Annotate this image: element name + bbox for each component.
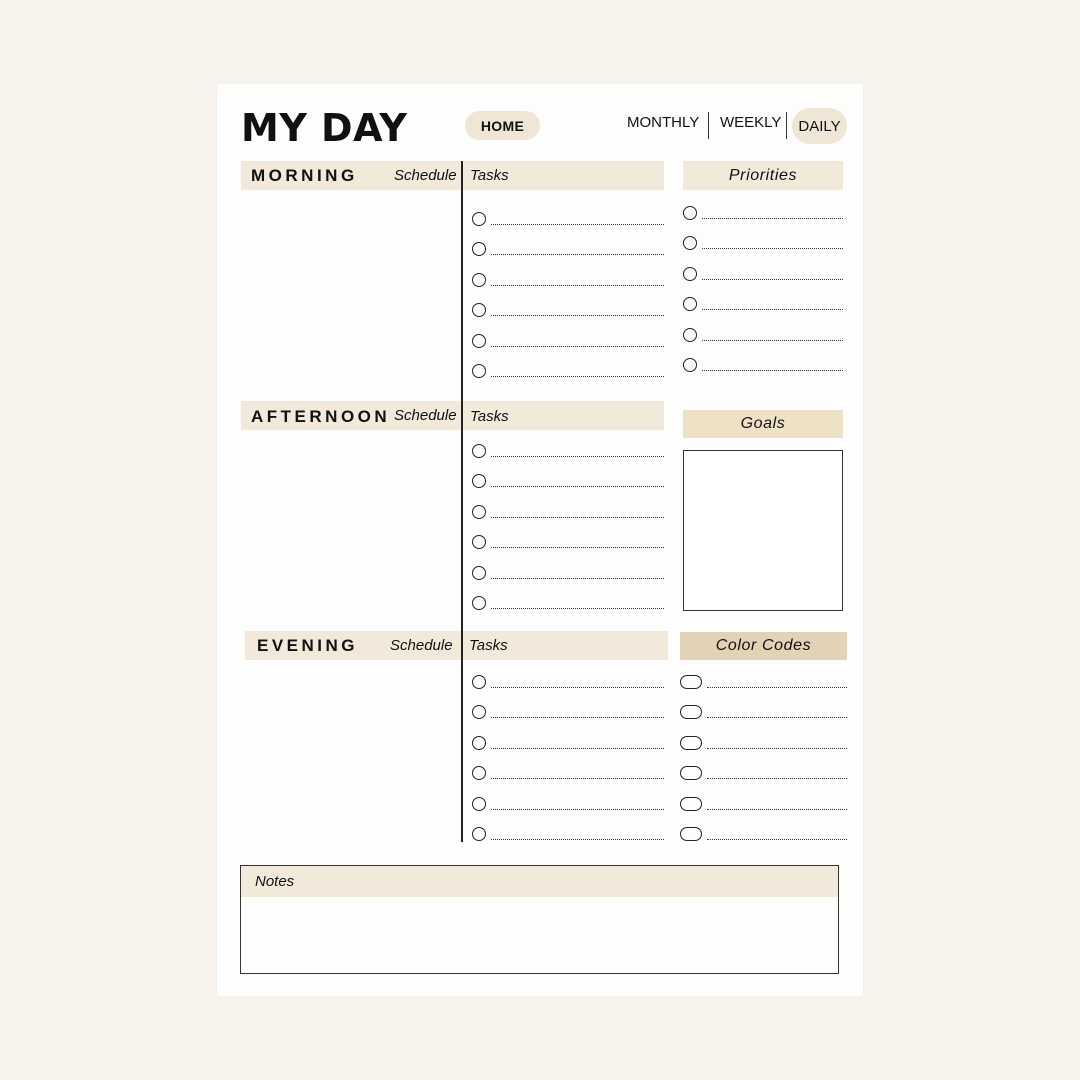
task-row[interactable] — [472, 240, 664, 258]
task-line[interactable] — [491, 767, 664, 779]
priority-line[interactable] — [702, 207, 843, 219]
priorities-header: Priorities — [683, 161, 843, 190]
nav-daily[interactable]: DAILY — [792, 108, 847, 144]
notes-box[interactable] — [240, 865, 839, 974]
pill-swatch-icon[interactable] — [680, 705, 702, 719]
task-line[interactable] — [491, 304, 664, 316]
task-line[interactable] — [491, 475, 664, 487]
priority-line[interactable] — [702, 237, 843, 249]
priority-row[interactable] — [683, 265, 843, 283]
circle-checkbox-icon[interactable] — [472, 474, 486, 488]
task-row[interactable] — [472, 442, 664, 460]
afternoon-label: AFTERNOON — [251, 406, 391, 426]
morning-schedule-label: Schedule — [394, 167, 457, 184]
circle-checkbox-icon[interactable] — [472, 535, 486, 549]
priority-row[interactable] — [683, 356, 843, 374]
task-line[interactable] — [491, 243, 664, 255]
circle-checkbox-icon[interactable] — [683, 267, 697, 281]
task-row[interactable] — [472, 472, 664, 490]
task-line[interactable] — [491, 567, 664, 579]
task-row[interactable] — [472, 503, 664, 521]
task-row[interactable] — [472, 673, 664, 691]
circle-checkbox-icon[interactable] — [472, 736, 486, 750]
color-code-row[interactable] — [680, 673, 847, 691]
circle-checkbox-icon[interactable] — [683, 328, 697, 342]
task-line[interactable] — [491, 536, 664, 548]
circle-checkbox-icon[interactable] — [683, 236, 697, 250]
task-row[interactable] — [472, 332, 664, 350]
task-line[interactable] — [491, 676, 664, 688]
pill-swatch-icon[interactable] — [680, 766, 702, 780]
color-code-line[interactable] — [707, 706, 847, 718]
circle-checkbox-icon[interactable] — [472, 566, 486, 580]
task-row[interactable] — [472, 210, 664, 228]
task-line[interactable] — [491, 737, 664, 749]
circle-checkbox-icon[interactable] — [683, 358, 697, 372]
color-code-line[interactable] — [707, 828, 847, 840]
circle-checkbox-icon[interactable] — [683, 297, 697, 311]
evening-label: EVENING — [257, 635, 359, 655]
circle-checkbox-icon[interactable] — [472, 766, 486, 780]
task-row[interactable] — [472, 795, 664, 813]
priorities-list — [683, 204, 843, 374]
color-code-row[interactable] — [680, 795, 847, 813]
evening-tasks-label: Tasks — [469, 637, 508, 654]
task-row[interactable] — [472, 764, 664, 782]
afternoon-tasks-label: Tasks — [470, 408, 509, 425]
priority-row[interactable] — [683, 204, 843, 222]
circle-checkbox-icon[interactable] — [472, 444, 486, 458]
circle-checkbox-icon[interactable] — [472, 705, 486, 719]
evening-schedule-label: Schedule — [390, 637, 453, 654]
circle-checkbox-icon[interactable] — [472, 212, 486, 226]
priority-row[interactable] — [683, 234, 843, 252]
color-code-row[interactable] — [680, 703, 847, 721]
color-code-line[interactable] — [707, 767, 847, 779]
color-code-line[interactable] — [707, 737, 847, 749]
task-row[interactable] — [472, 825, 664, 843]
home-button[interactable]: HOME — [465, 111, 540, 140]
pill-swatch-icon[interactable] — [680, 827, 702, 841]
task-line[interactable] — [491, 506, 664, 518]
circle-checkbox-icon[interactable] — [472, 303, 486, 317]
task-row[interactable] — [472, 703, 664, 721]
nav-monthly[interactable]: MONTHLY — [627, 114, 700, 131]
notes-label: Notes — [241, 866, 838, 897]
morning-tasks-label: Tasks — [470, 167, 509, 184]
task-row[interactable] — [472, 564, 664, 582]
priority-row[interactable] — [683, 295, 843, 313]
circle-checkbox-icon[interactable] — [472, 364, 486, 378]
goals-header: Goals — [683, 410, 843, 438]
afternoon-task-list — [472, 442, 664, 612]
page-title: MY DAY — [241, 106, 408, 150]
color-codes-list — [680, 673, 847, 843]
pill-swatch-icon[interactable] — [680, 736, 702, 750]
color-codes-header: Color Codes — [680, 632, 847, 660]
morning-task-list — [472, 210, 664, 380]
task-line[interactable] — [491, 365, 664, 377]
task-line[interactable] — [491, 445, 664, 457]
circle-checkbox-icon[interactable] — [472, 596, 486, 610]
circle-checkbox-icon[interactable] — [683, 206, 697, 220]
pill-swatch-icon[interactable] — [680, 797, 702, 811]
color-code-row[interactable] — [680, 764, 847, 782]
nav-divider — [786, 112, 787, 139]
task-row[interactable] — [472, 533, 664, 551]
task-row[interactable] — [472, 271, 664, 289]
task-row[interactable] — [472, 362, 664, 380]
task-row[interactable] — [472, 301, 664, 319]
circle-checkbox-icon[interactable] — [472, 242, 486, 256]
morning-label: MORNING — [251, 165, 358, 185]
priority-line[interactable] — [702, 329, 843, 341]
circle-checkbox-icon[interactable] — [472, 827, 486, 841]
task-line[interactable] — [491, 213, 664, 225]
circle-checkbox-icon[interactable] — [472, 797, 486, 811]
nav-divider — [708, 112, 709, 139]
task-line[interactable] — [491, 828, 664, 840]
priority-line[interactable] — [702, 298, 843, 310]
color-code-line[interactable] — [707, 676, 847, 688]
task-row[interactable] — [472, 594, 664, 612]
circle-checkbox-icon[interactable] — [472, 273, 486, 287]
planner-page — [217, 84, 863, 996]
priority-row[interactable] — [683, 326, 843, 344]
circle-checkbox-icon[interactable] — [472, 505, 486, 519]
evening-task-list — [472, 673, 664, 843]
nav-weekly[interactable]: WEEKLY — [720, 114, 782, 131]
task-line[interactable] — [491, 335, 664, 347]
task-line[interactable] — [491, 597, 664, 609]
goals-box[interactable] — [683, 450, 843, 611]
priority-line[interactable] — [702, 268, 843, 280]
pill-swatch-icon[interactable] — [680, 675, 702, 689]
color-code-row[interactable] — [680, 734, 847, 752]
color-code-line[interactable] — [707, 798, 847, 810]
task-line[interactable] — [491, 274, 664, 286]
schedule-tasks-divider — [461, 161, 463, 842]
task-row[interactable] — [472, 734, 664, 752]
task-line[interactable] — [491, 706, 664, 718]
circle-checkbox-icon[interactable] — [472, 675, 486, 689]
afternoon-schedule-label: Schedule — [394, 407, 457, 424]
circle-checkbox-icon[interactable] — [472, 334, 486, 348]
task-line[interactable] — [491, 798, 664, 810]
color-code-row[interactable] — [680, 825, 847, 843]
priority-line[interactable] — [702, 359, 843, 371]
